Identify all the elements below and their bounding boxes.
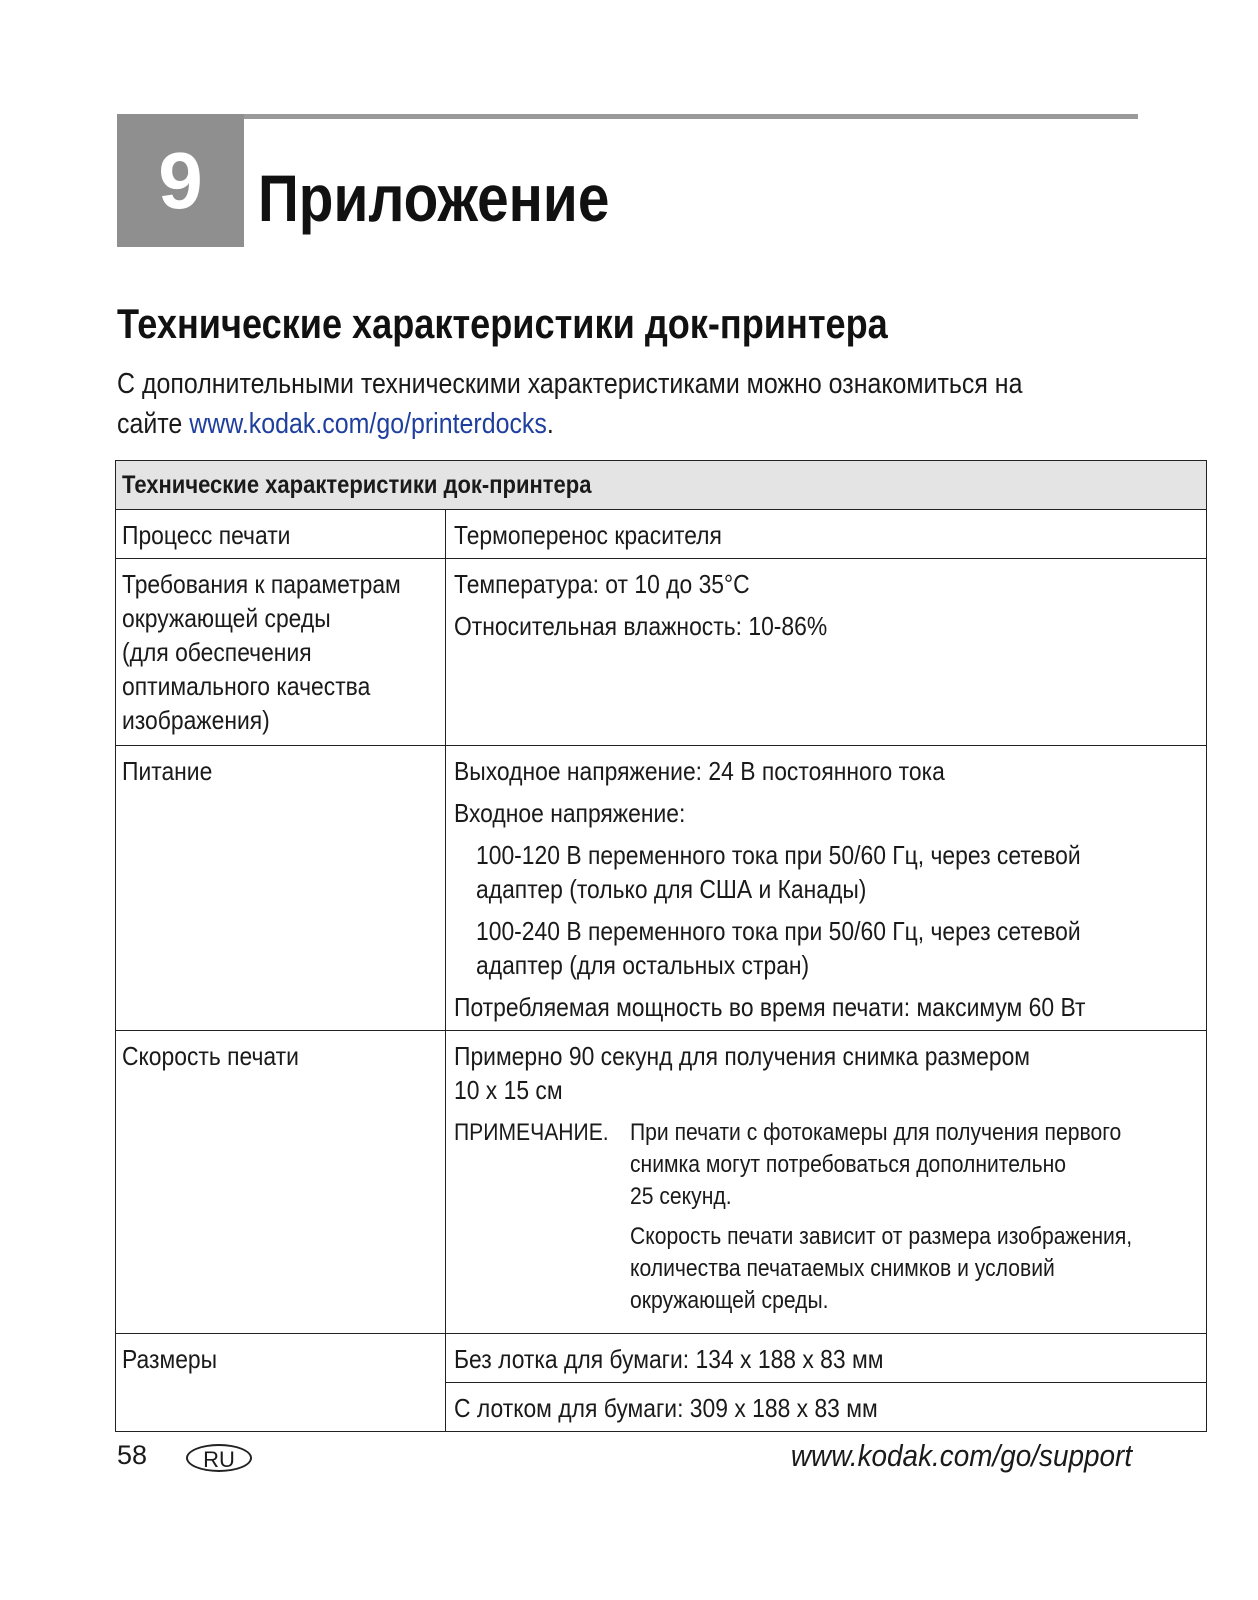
speed-note: ПРИМЕЧАНИЕ. При печати с фотокамеры для получения первого снимка могут потребоваться дополнительно 25 секунд. Скорость печати зависит от размера изображения, количества печатаемых снимков и условий окружающей среды.: [453, 1119, 1132, 1314]
speed-value-1: Примерно 90 секунд для получения снимка размером: [453, 1041, 1030, 1071]
row-label-environment: Требования к параметрам окружающей среды (для обеспечения оптимального качества изображения): [116, 559, 446, 746]
intro-text-line2-suffix: .: [546, 408, 554, 440]
input-voltage-us-1: 100-120 В переменного тока при 50/60 Гц, через сетевой: [475, 840, 1081, 870]
row-value-environment: [445, 559, 1207, 746]
table-row: [116, 559, 1207, 746]
input-voltage-other-2: адаптер (для остальных стран): [475, 950, 809, 980]
input-voltage-title: Входное напряжение:: [453, 798, 686, 828]
section-title: Технические характеристики док-принтера: [117, 300, 888, 347]
specs-table: [115, 460, 1207, 1432]
row-label-process: Процесс печати: [116, 510, 446, 559]
row-value-dimensions-with-tray: С лотком для бумаги: 309 x 188 x 83 мм: [445, 1383, 1207, 1432]
row-value-power: [445, 746, 1207, 1031]
speed-value-2: 10 x 15 см: [453, 1075, 563, 1105]
row-value-speed: [445, 1031, 1207, 1334]
humidity-value: Относительная влажность: 10-86%: [453, 611, 828, 641]
support-url[interactable]: www.kodak.com/go/support: [790, 1438, 1132, 1473]
row-label-dimensions: Размеры: [116, 1334, 446, 1432]
output-voltage: Выходное напряжение: 24 В постоянного тока: [453, 756, 945, 786]
temperature-value: Температура: от 10 до 35°C: [453, 569, 750, 599]
table-row: [116, 746, 1207, 1031]
printerdocks-link[interactable]: www.kodak.com/go/printerdocks: [189, 408, 547, 440]
intro-text-line2-prefix: сайте: [117, 408, 190, 440]
page-number: 58: [117, 1440, 148, 1470]
table-row: [116, 1334, 1207, 1383]
note-label: ПРИМЕЧАНИЕ.: [453, 1119, 609, 1146]
chapter-number: 9: [117, 114, 244, 247]
row-value-process: Термоперенос красителя: [445, 510, 1207, 559]
table-header-row: [116, 461, 1207, 510]
intro-paragraph: [117, 364, 1046, 444]
language-badge: RU: [186, 1444, 252, 1472]
table-row: [116, 1031, 1207, 1334]
chapter-title: Приложение: [258, 161, 610, 235]
row-label-power: Питание: [116, 746, 446, 1031]
chapter-rule: [244, 114, 1138, 119]
row-value-dimensions-without-tray: Без лотка для бумаги: 134 x 188 x 83 мм: [445, 1334, 1207, 1383]
table-row: [116, 510, 1207, 559]
table-header: Технические характеристики док-принтера: [116, 461, 1207, 510]
input-voltage-us-2: адаптер (только для США и Канады): [475, 874, 867, 904]
row-label-speed: Скорость печати: [116, 1031, 446, 1334]
power-consumption: Потребляемая мощность во время печати: максимум 60 Вт: [453, 992, 1086, 1022]
input-voltage-other-1: 100-240 В переменного тока при 50/60 Гц, через сетевой: [475, 916, 1081, 946]
intro-text-line1: С дополнительными техническими характеристиками можно ознакомиться на: [117, 368, 1023, 400]
